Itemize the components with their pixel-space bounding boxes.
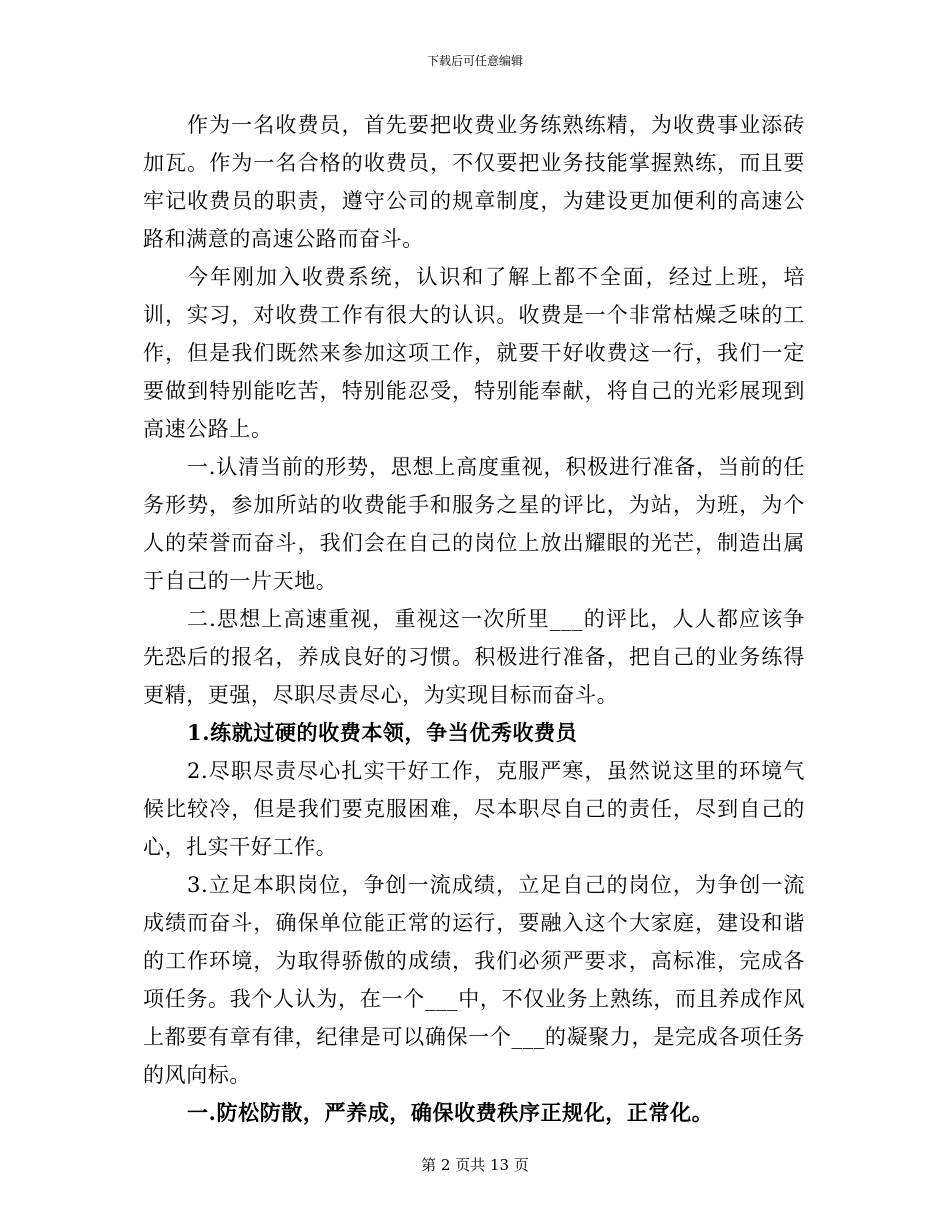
paragraph-1: 作为一名收费员，首先要把收费业务练熟练精，为收费事业添砖加瓦。作为一名合格的收费员，不仅要把业务技能掌握熟练，而且要牢记收费员的职责，遵守公司的规章制度，为建设更加便利的高速公路和满意的高速公路而奋斗。 xyxy=(143,113,805,251)
page-header: 下载后可任意编辑 xyxy=(426,54,523,68)
paragraph-7: 3.立足本职岗位，争创一流成绩，立足自己的岗位，为争创一流成绩而奋斗，确保单位能正常的运行，要融入这个大家庭，建设和谐的工作环境，为取得骄傲的成绩，我们必须严要求，高标准，完成各项任务。我个人认为，在一个___中，不仅业务上熟练，而且养成作风上都要有章有律，纪律是可以确保一个___的凝聚力，是完成各项任务的风向标。 xyxy=(143,873,805,1087)
document-body xyxy=(143,106,805,1132)
paragraph-2: 今年刚加入收费系统，认识和了解上都不全面，经过上班，培训，实习，对收费工作有很大的认识。收费是一个非常枯燥乏味的工作，但是我们既然来参加这项工作，就要干好收费这一行，我们一定要做到特别能吃苦，特别能忍受，特别能奉献，将自己的光彩展现到高速公路上。 xyxy=(143,265,805,441)
paragraph-8: 一.防松防散，严养成，确保收费秩序正规化，正常化。 xyxy=(187,1100,714,1125)
paragraph-5: 1.练就过硬的收费本领，争当优秀收费员 xyxy=(187,720,578,745)
paragraph-4: 二.思想上高速重视，重视这一次所里___的评比，人人都应该争先恐后的报名，养成良好的习惯。积极进行准备，把自己的业务练得更精，更强，尽职尽责尽心，为实现目标而奋斗。 xyxy=(143,607,805,707)
page-footer: 第 2 页共 13 页 xyxy=(421,1156,529,1174)
paragraph-3: 一.认清当前的形势，思想上高度重视，积极进行准备，当前的任务形势，参加所站的收费能手和服务之星的评比，为站，为班，为个人的荣誉而奋斗，我们会在自己的岗位上放出耀眼的光芒，制造出属于自己的一片天地。 xyxy=(143,455,805,593)
paragraph-6: 2.尽职尽责尽心扎实干好工作，克服严寒，虽然说这里的环境气候比较冷，但是我们要克服困难，尽本职尽自己的责任，尽到自己的心，扎实干好工作。 xyxy=(143,759,805,859)
